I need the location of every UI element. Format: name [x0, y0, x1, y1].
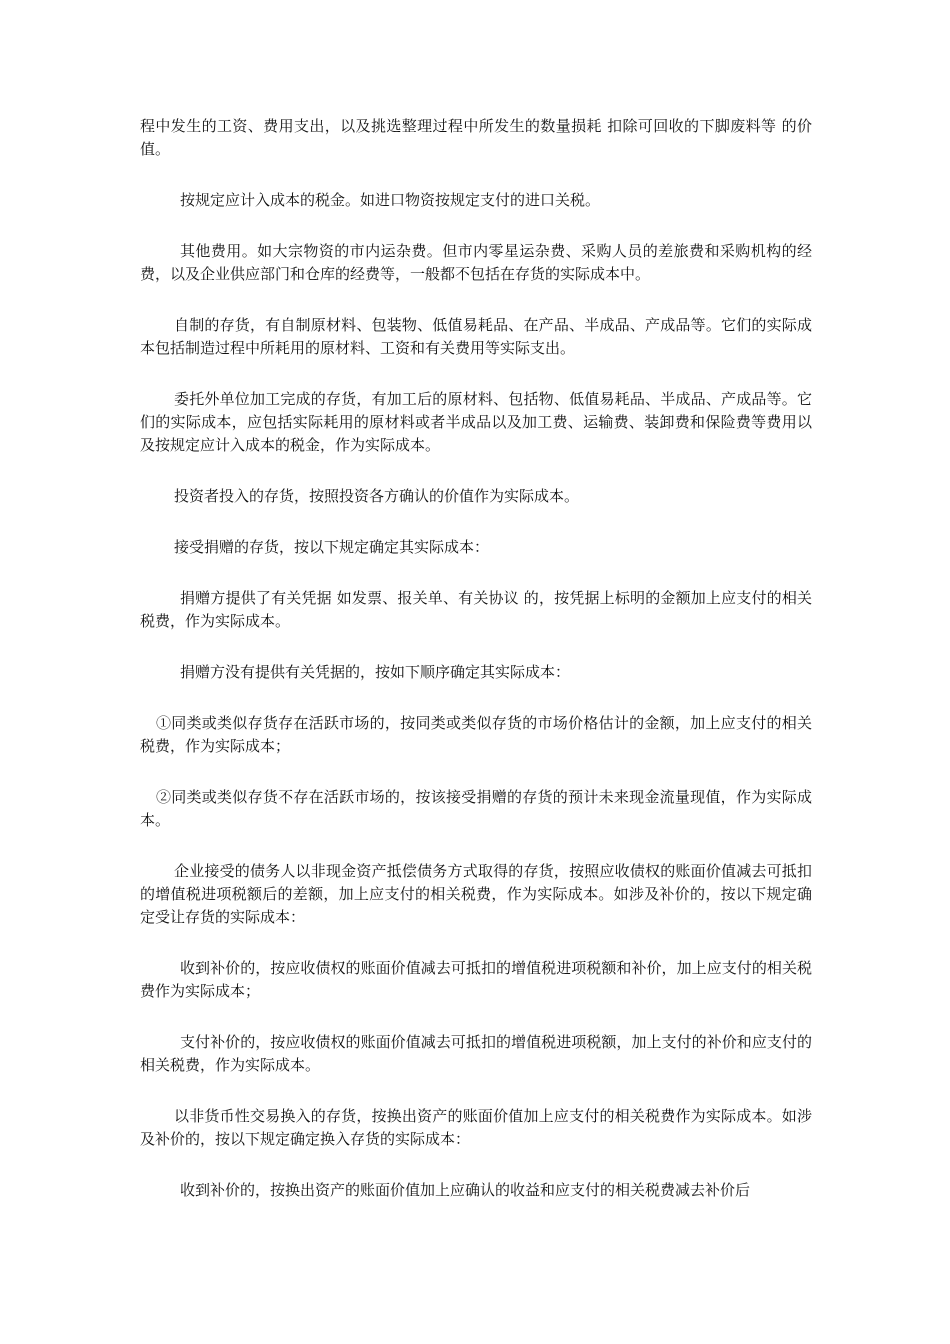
paragraph: 按规定应计入成本的税金。如进口物资按规定支付的进口关税。: [180, 191, 601, 209]
paragraph: 企业接受的债务人以非现金资产抵偿债务方式取得的存货，按照应收债权的账面价值减去可抵扣的增值税进项税额后的差额，加上应支付的相关税费，作为实际成本。如涉及补价的，按以下规定确定受让存货的实际成本：: [140, 862, 812, 926]
paragraph: 捐赠方没有提供有关凭据的，按如下顺序确定其实际成本：: [180, 663, 571, 681]
document-body: [140, 115, 812, 1230]
paragraph: 委托外单位加工完成的存货，有加工后的原材料、包括物、低值易耗品、半成品、产成品等。它们的实际成本，应包括实际耗用的原材料或者半成品以及加工费、运输费、装卸费和保险费等费用以及按规定应计入成本的税金，作为实际成本。: [140, 390, 812, 454]
paragraph: 捐赠方提供了有关凭据 如发票、报关单、有关协议 的，按凭据上标明的金额加上应支付的相关税费，作为实际成本。: [140, 589, 812, 630]
paragraph: 其他费用。如大宗物资的市内运杂费。但市内零星运杂费、采购人员的差旅费和采购机构的经费，以及企业供应部门和仓库的经费等，一般都不包括在存货的实际成本中。: [140, 242, 812, 283]
paragraph: 支付补价的，按应收债权的账面价值减去可抵扣的增值税进项税额，加上支付的补价和应支付的相关税费，作为实际成本。: [140, 1033, 812, 1074]
paragraph: 自制的存货，有自制原材料、包装物、低值易耗品、在产品、半成品、产成品等。它们的实际成本包括制造过程中所耗用的原材料、工资和有关费用等实际支出。: [140, 316, 812, 357]
paragraph: 收到补价的，按换出资产的账面价值加上应确认的收益和应支付的相关税费减去补价后: [180, 1181, 751, 1199]
list-item: ②同类或类似存货不存在活跃市场的，按该接受捐赠的存货的预计未来现金流量现值，作为实际成本。: [140, 788, 812, 829]
list-item: ①同类或类似存货存在活跃市场的，按同类或类似存货的市场价格估计的金额，加上应支付的相关税费，作为实际成本；: [140, 714, 812, 755]
paragraph: 程中发生的工资、费用支出，以及挑选整理过程中所发生的数量损耗 扣除可回收的下脚废料等 的价值。: [140, 117, 812, 158]
paragraph: 收到补价的，按应收债权的账面价值减去可抵扣的增值税进项税额和补价，加上应支付的相关税费作为实际成本；: [140, 959, 812, 1000]
paragraph: 接受捐赠的存货，按以下规定确定其实际成本：: [174, 538, 490, 556]
paragraph: 以非货币性交易换入的存货，按换出资产的账面价值加上应支付的相关税费作为实际成本。如涉及补价的，按以下规定确定换入存货的实际成本：: [140, 1107, 812, 1148]
paragraph: 投资者投入的存货，按照投资各方确认的价值作为实际成本。: [174, 487, 580, 505]
